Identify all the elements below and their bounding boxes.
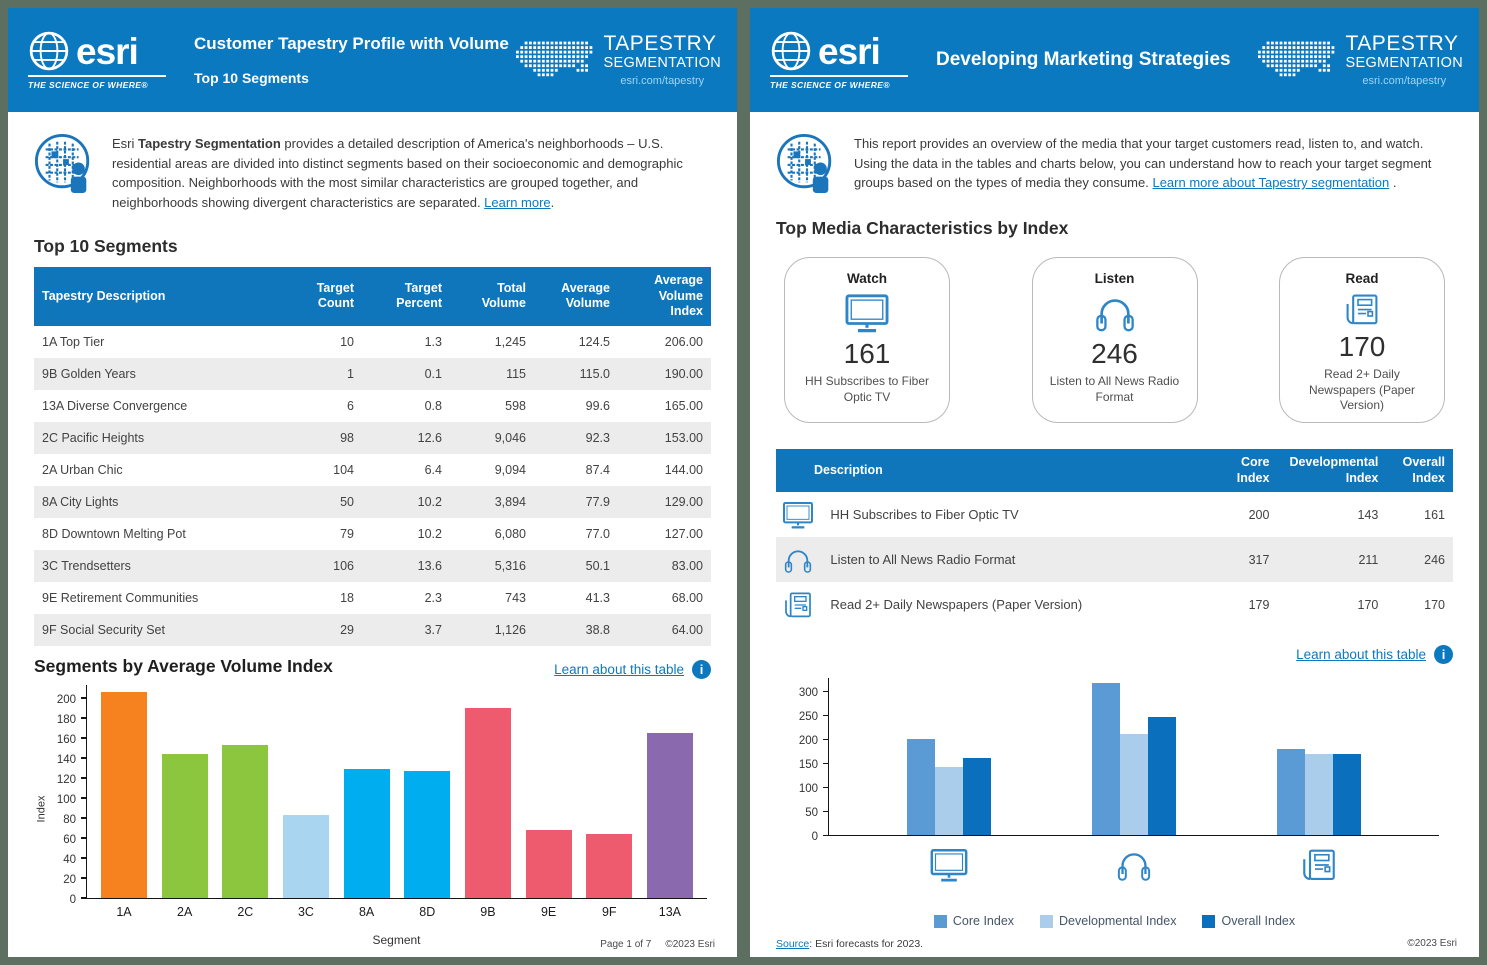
segments-table: [34, 267, 711, 646]
y-axis-ticks: [776, 678, 828, 844]
tapestry-description-cell: 8A City Lights: [42, 494, 119, 509]
globe-icon: [28, 30, 70, 72]
media-description-cell: Listen to All News Radio Format: [830, 552, 1016, 568]
value-cell: 598: [505, 398, 526, 413]
value-cell: 2.3: [424, 590, 442, 605]
value-cell: 92.3: [585, 430, 610, 445]
page-header: [8, 8, 737, 112]
learn-more-link[interactable]: Learn more: [484, 194, 551, 210]
media-description-cell: Read 2+ Daily Newspapers (Paper Version): [830, 597, 1083, 613]
tapestry-description-cell: 9E Retirement Communities: [42, 590, 199, 605]
logo-divider: [28, 75, 166, 77]
value-cell: 200: [1248, 507, 1270, 522]
bar-group-headphones: [1092, 683, 1176, 835]
bar-2A: [162, 754, 208, 898]
page-title: Customer Tapestry Profile with Volume: [194, 34, 509, 53]
bar-1A: [101, 692, 147, 898]
newspaper-icon-axis-label: [1299, 847, 1339, 883]
value-cell: 9,046: [494, 430, 526, 445]
learn-about-table-link[interactable]: Learn about this table: [554, 661, 684, 677]
value-cell: 106: [333, 558, 354, 573]
value-cell: 153.00: [664, 430, 703, 445]
tapestry-description-cell: 2A Urban Chic: [42, 462, 123, 477]
table-row: [776, 582, 1453, 627]
card-caption: HH Subscribes to Fiber Optic TV: [804, 374, 930, 404]
tapestry-wordmark: TAPESTRY: [1345, 32, 1459, 56]
y-tick-label: 40: [63, 853, 76, 866]
value-cell: 99.6: [585, 398, 610, 413]
bar-9E: [526, 830, 572, 898]
table-row: [776, 537, 1453, 582]
tv-icon: [776, 492, 822, 537]
col-developmental-index: Developmental Index: [1277, 449, 1386, 492]
y-tick-label: 120: [56, 773, 76, 786]
copyright: ©2023 Esri: [665, 939, 715, 950]
y-tick-label: 150: [798, 759, 818, 772]
value-cell: 87.4: [585, 462, 610, 477]
source-link[interactable]: Source: [776, 938, 810, 950]
segments-table-body: [34, 326, 711, 646]
tapestry-description-cell: 3C Trendsetters: [42, 558, 131, 573]
value-cell: 68.00: [671, 590, 703, 605]
logo-divider: [770, 75, 908, 77]
table-row: [34, 422, 711, 454]
tapestry-url-link[interactable]: esri.com/tapestry: [1362, 75, 1447, 88]
bar-newspaper-developmental-index: [1305, 754, 1333, 836]
y-tick-label: 250: [798, 711, 818, 724]
chart-plot-area: [828, 678, 1439, 836]
segments-bar-chart: [34, 685, 711, 947]
bar-9B: [465, 708, 511, 898]
value-cell: 170: [1424, 597, 1445, 612]
learn-about-table-link[interactable]: Learn about this table: [1296, 647, 1426, 663]
intro-bold: Tapestry Segmentation: [138, 136, 281, 151]
x-tick-label: 13A: [658, 904, 682, 919]
value-cell: 38.8: [585, 622, 610, 637]
tapestry-wordmark: TAPESTRY: [603, 32, 717, 56]
y-tick-label: 100: [798, 783, 818, 796]
intro-body: This report provides an overview of the media that your target customers read, listen to, and watch. Using the data in the tables and charts below, you can understand how to reach your target segment groups based on the types of media they consume.: [854, 136, 1432, 190]
globe-icon: [770, 30, 812, 72]
y-tick-label: 200: [798, 735, 818, 748]
bar-group-9E: [526, 830, 572, 919]
tv-icon: [929, 847, 969, 883]
value-cell: 79: [340, 526, 354, 541]
card-title: Watch: [847, 271, 887, 286]
value-cell: 18: [340, 590, 354, 605]
x-tick-label: 2C: [237, 904, 254, 919]
bar-3C: [283, 815, 329, 898]
learn-more-tapestry-link[interactable]: Learn more about Tapestry segmentation: [1152, 175, 1390, 190]
esri-wordmark: esri: [76, 30, 138, 72]
x-tick-label: 1A: [116, 904, 132, 919]
col-target-percent: Target Percent: [362, 267, 450, 326]
x-tick-label: 2A: [177, 904, 193, 919]
y-axis-title: Index: [35, 795, 48, 823]
legend-item: [1040, 914, 1176, 928]
report-page-marketing-strategies: [750, 8, 1479, 957]
section-title-top10: Top 10 Segments: [34, 236, 178, 256]
value-cell: 1,126: [494, 622, 526, 637]
legend-swatch: [934, 915, 947, 928]
col-overall-index: Overall Index: [1386, 449, 1453, 492]
esri-logo: [28, 30, 180, 90]
col-average-volume-index: Average Volume Index: [618, 267, 711, 326]
value-cell: 0.8: [424, 398, 442, 413]
value-cell: 104: [333, 462, 354, 477]
source-text: : Esri forecasts for 2023.: [809, 938, 924, 950]
tapestry-description-cell: 9B Golden Years: [42, 366, 136, 381]
y-axis-ticks: [34, 685, 86, 906]
value-cell: 170: [1357, 597, 1379, 612]
bar-headphones-overall-index: [1148, 717, 1176, 835]
x-tick-label: 8A: [358, 904, 375, 919]
us-map-icon: [1258, 39, 1338, 81]
x-tick-label: 9B: [480, 904, 496, 919]
col-core-index: Core Index: [1211, 449, 1278, 492]
value-cell: 6: [347, 398, 354, 413]
value-cell: 115.0: [579, 366, 610, 381]
bar-tv-developmental-index: [935, 767, 963, 836]
y-tick-label: 80: [63, 813, 76, 826]
value-cell: 77.0: [585, 526, 610, 541]
y-tick-label: 20: [63, 873, 76, 886]
bar-group-13A: [647, 733, 693, 919]
value-cell: 317: [1248, 552, 1270, 567]
table-row: [776, 492, 1453, 537]
headphones-icon-axis-label: [1114, 847, 1154, 883]
bar-group-tv: [907, 739, 991, 835]
y-tick-label: 140: [56, 753, 76, 766]
bar-8A: [344, 769, 390, 898]
y-tick-label: 50: [805, 807, 818, 820]
media-index-bar-chart: [776, 678, 1453, 894]
x-tick-label: 9E: [540, 904, 557, 919]
intro-period: .: [550, 194, 555, 210]
info-icon[interactable]: i: [692, 660, 711, 679]
col-average-volume: Average Volume: [534, 267, 618, 326]
value-cell: 9,094: [494, 462, 526, 477]
bar-group-9B: [465, 708, 511, 919]
intro-section: [34, 132, 711, 212]
x-tick-label: 3C: [297, 904, 314, 919]
page-footer: [750, 938, 1479, 950]
bar-headphones-core-index: [1092, 683, 1120, 835]
esri-tagline: THE SCIENCE OF WHERE®: [28, 80, 148, 90]
value-cell: 50: [340, 494, 354, 509]
value-cell: 77.9: [585, 494, 610, 509]
bar-newspaper-overall-index: [1333, 754, 1361, 836]
bar-newspaper-core-index: [1277, 749, 1305, 835]
value-cell: 1.3: [424, 334, 442, 349]
headphones-icon: [782, 545, 814, 575]
y-tick-label: 0: [69, 893, 76, 906]
table-row: [34, 326, 711, 358]
x-tick-label: 8D: [419, 904, 436, 919]
us-map-icon: [516, 39, 596, 81]
copyright: ©2023 Esri: [1407, 938, 1457, 949]
y-tick-label: 60: [63, 833, 76, 846]
chart-title: Segments by Average Volume Index: [34, 655, 333, 676]
value-cell: 190.00: [664, 366, 703, 381]
table-row: [34, 582, 711, 614]
value-cell: 144.00: [664, 462, 703, 477]
legend-item: [1202, 914, 1295, 928]
value-cell: 115: [506, 366, 526, 381]
page-number: Page 1 of 7: [600, 939, 652, 950]
media-table: [776, 449, 1453, 627]
table-row: [34, 390, 711, 422]
tapestry-description-cell: 9F Social Security Set: [42, 622, 165, 637]
legend-swatch: [1040, 915, 1053, 928]
tapestry-logo: [516, 32, 721, 87]
col-total-volume: Total Volume: [450, 267, 534, 326]
col-target-count: Target Count: [274, 267, 362, 326]
newspaper-icon: [1338, 292, 1386, 327]
bar-group-2C: [222, 745, 268, 919]
chart-header-row: [776, 641, 1453, 664]
intro-body: provides a detailed description of America's neighborhoods – U.S. residential areas are divided into distinct segments based on their socioeconomic and demographic composition. Neighborhoods with the most similar characteristics are grouped together, and neighborhoods showing divergent characteristics are separated.: [112, 136, 683, 210]
value-cell: 29: [340, 622, 354, 637]
legend-label: Core Index: [952, 914, 1015, 929]
page-footer: [600, 939, 715, 950]
esri-logo: [770, 30, 922, 90]
table-row: [34, 486, 711, 518]
tapestry-profile-icon: [34, 132, 96, 194]
tv-icon: [843, 292, 891, 334]
tv-icon-axis-label: [929, 847, 969, 883]
value-cell: 143: [1357, 507, 1379, 522]
bar-2C: [222, 745, 268, 898]
card-value: 246: [1091, 338, 1138, 369]
card-caption: Listen to All News Radio Format: [1049, 374, 1180, 404]
newspaper-icon: [1299, 847, 1339, 883]
bar-8D: [404, 771, 450, 898]
media-cards-row: [784, 257, 1445, 423]
tapestry-description-cell: 8D Downtown Melting Pot: [42, 526, 186, 541]
page-title: Developing Marketing Strategies: [936, 49, 1231, 70]
y-tick-label: 0: [811, 831, 818, 844]
tapestry-description-cell: 13A Diverse Convergence: [42, 398, 188, 413]
value-cell: 0.1: [424, 366, 442, 381]
bar-group-1A: [101, 692, 147, 919]
value-cell: 206.00: [664, 334, 703, 349]
value-cell: 1: [347, 366, 354, 381]
value-cell: 98: [340, 430, 354, 445]
legend-label: Overall Index: [1221, 914, 1296, 929]
media-description-cell: HH Subscribes to Fiber Optic TV: [830, 507, 1019, 523]
segmentation-wordmark: SEGMENTATION: [1345, 54, 1463, 71]
bar-group-3C: [283, 815, 329, 919]
col-tapestry-description: Tapestry Description: [34, 267, 274, 326]
value-cell: 6,080: [494, 526, 526, 541]
tapestry-profile-icon: [776, 132, 838, 194]
chart-header-row: [34, 656, 711, 679]
bar-group-8D: [404, 771, 450, 919]
media-table-header: [776, 449, 1453, 492]
bar-group-newspaper: [1277, 749, 1361, 835]
chart-plot-area: [86, 685, 707, 919]
y-tick-label: 300: [798, 687, 818, 700]
value-cell: 13.6: [417, 558, 442, 573]
table-row: [34, 358, 711, 390]
section-title-media: Top Media Characteristics by Index: [776, 218, 1069, 238]
segmentation-wordmark: SEGMENTATION: [603, 54, 721, 71]
value-cell: 41.3: [585, 590, 610, 605]
value-cell: 5,316: [494, 558, 526, 573]
value-cell: 10: [340, 334, 354, 349]
value-cell: 83.00: [671, 558, 703, 573]
page-header: [750, 8, 1479, 112]
value-cell: 127.00: [664, 526, 703, 541]
table-row: [34, 550, 711, 582]
intro-section: [776, 132, 1453, 194]
segments-table-header: [34, 267, 711, 326]
table-row: [34, 614, 711, 646]
value-cell: 165.00: [664, 398, 703, 413]
tapestry-description-cell: 1A Top Tier: [42, 334, 105, 349]
value-cell: 161: [1424, 507, 1445, 522]
value-cell: 179: [1248, 597, 1270, 612]
tapestry-url-link[interactable]: esri.com/tapestry: [620, 75, 705, 88]
headphones-icon: [776, 537, 822, 582]
bar-headphones-developmental-index: [1120, 734, 1148, 835]
value-cell: 1,245: [494, 334, 526, 349]
y-tick-label: 160: [56, 733, 76, 746]
newspaper-icon: [782, 590, 814, 620]
page-subtitle: Top 10 Segments: [194, 70, 309, 86]
table-row: [34, 518, 711, 550]
bar-group-8A: [344, 769, 390, 919]
card-title: Read: [1345, 271, 1379, 286]
y-tick-label: 200: [56, 693, 76, 706]
intro-prefix: Esri: [112, 136, 138, 151]
tapestry-logo: [1258, 32, 1463, 87]
value-cell: 64.00: [671, 622, 703, 637]
chart-legend: [750, 914, 1479, 928]
value-cell: 50.1: [585, 558, 610, 573]
legend-label: Developmental Index: [1059, 914, 1177, 929]
tapestry-description-cell: 2C Pacific Heights: [42, 430, 145, 445]
card-listen: [1032, 257, 1198, 423]
source-note: [776, 938, 923, 950]
info-icon[interactable]: i: [1434, 645, 1453, 664]
intro-period: .: [1389, 175, 1397, 190]
esri-wordmark: esri: [818, 30, 880, 72]
card-value: 161: [843, 338, 891, 369]
value-cell: 129.00: [664, 494, 703, 509]
intro-paragraph: [112, 132, 711, 212]
value-cell: 3.7: [424, 622, 442, 637]
value-cell: 3,894: [494, 494, 526, 509]
table-row: [34, 454, 711, 486]
value-cell: 10.2: [417, 526, 442, 541]
bar-group-2A: [162, 754, 208, 919]
value-cell: 12.6: [417, 430, 442, 445]
legend-swatch: [1202, 915, 1215, 928]
intro-paragraph: [854, 132, 1453, 194]
headphones-icon: [1114, 847, 1154, 883]
card-title: Listen: [1094, 271, 1135, 286]
bar-13A: [647, 733, 693, 898]
esri-tagline: THE SCIENCE OF WHERE®: [770, 80, 890, 90]
newspaper-icon: [776, 582, 822, 627]
bar-9F: [586, 834, 632, 898]
x-axis-title: Segment: [372, 932, 421, 947]
card-read: [1279, 257, 1445, 423]
headphones-icon: [1091, 292, 1139, 334]
value-cell: 211: [1358, 552, 1379, 567]
card-watch: [784, 257, 950, 423]
card-value: 170: [1338, 331, 1386, 363]
value-cell: 6.4: [424, 462, 442, 477]
value-cell: 10.2: [417, 494, 442, 509]
tv-icon: [782, 500, 814, 530]
card-caption: Read 2+ Daily Newspapers (Paper Version): [1308, 367, 1416, 413]
bar-tv-overall-index: [963, 758, 991, 835]
value-cell: 124.5: [578, 334, 610, 349]
y-tick-label: 180: [56, 713, 76, 726]
value-cell: 246: [1424, 552, 1445, 567]
legend-item: [934, 914, 1014, 928]
y-tick-label: 100: [56, 793, 76, 806]
bar-group-9F: [586, 834, 632, 919]
media-table-body: [776, 492, 1453, 627]
x-tick-label: 9F: [601, 904, 617, 919]
bar-tv-core-index: [907, 739, 935, 835]
value-cell: 743: [505, 590, 526, 605]
report-page-customer-tapestry-profile: [8, 8, 737, 957]
col-description: Description: [776, 449, 1211, 492]
